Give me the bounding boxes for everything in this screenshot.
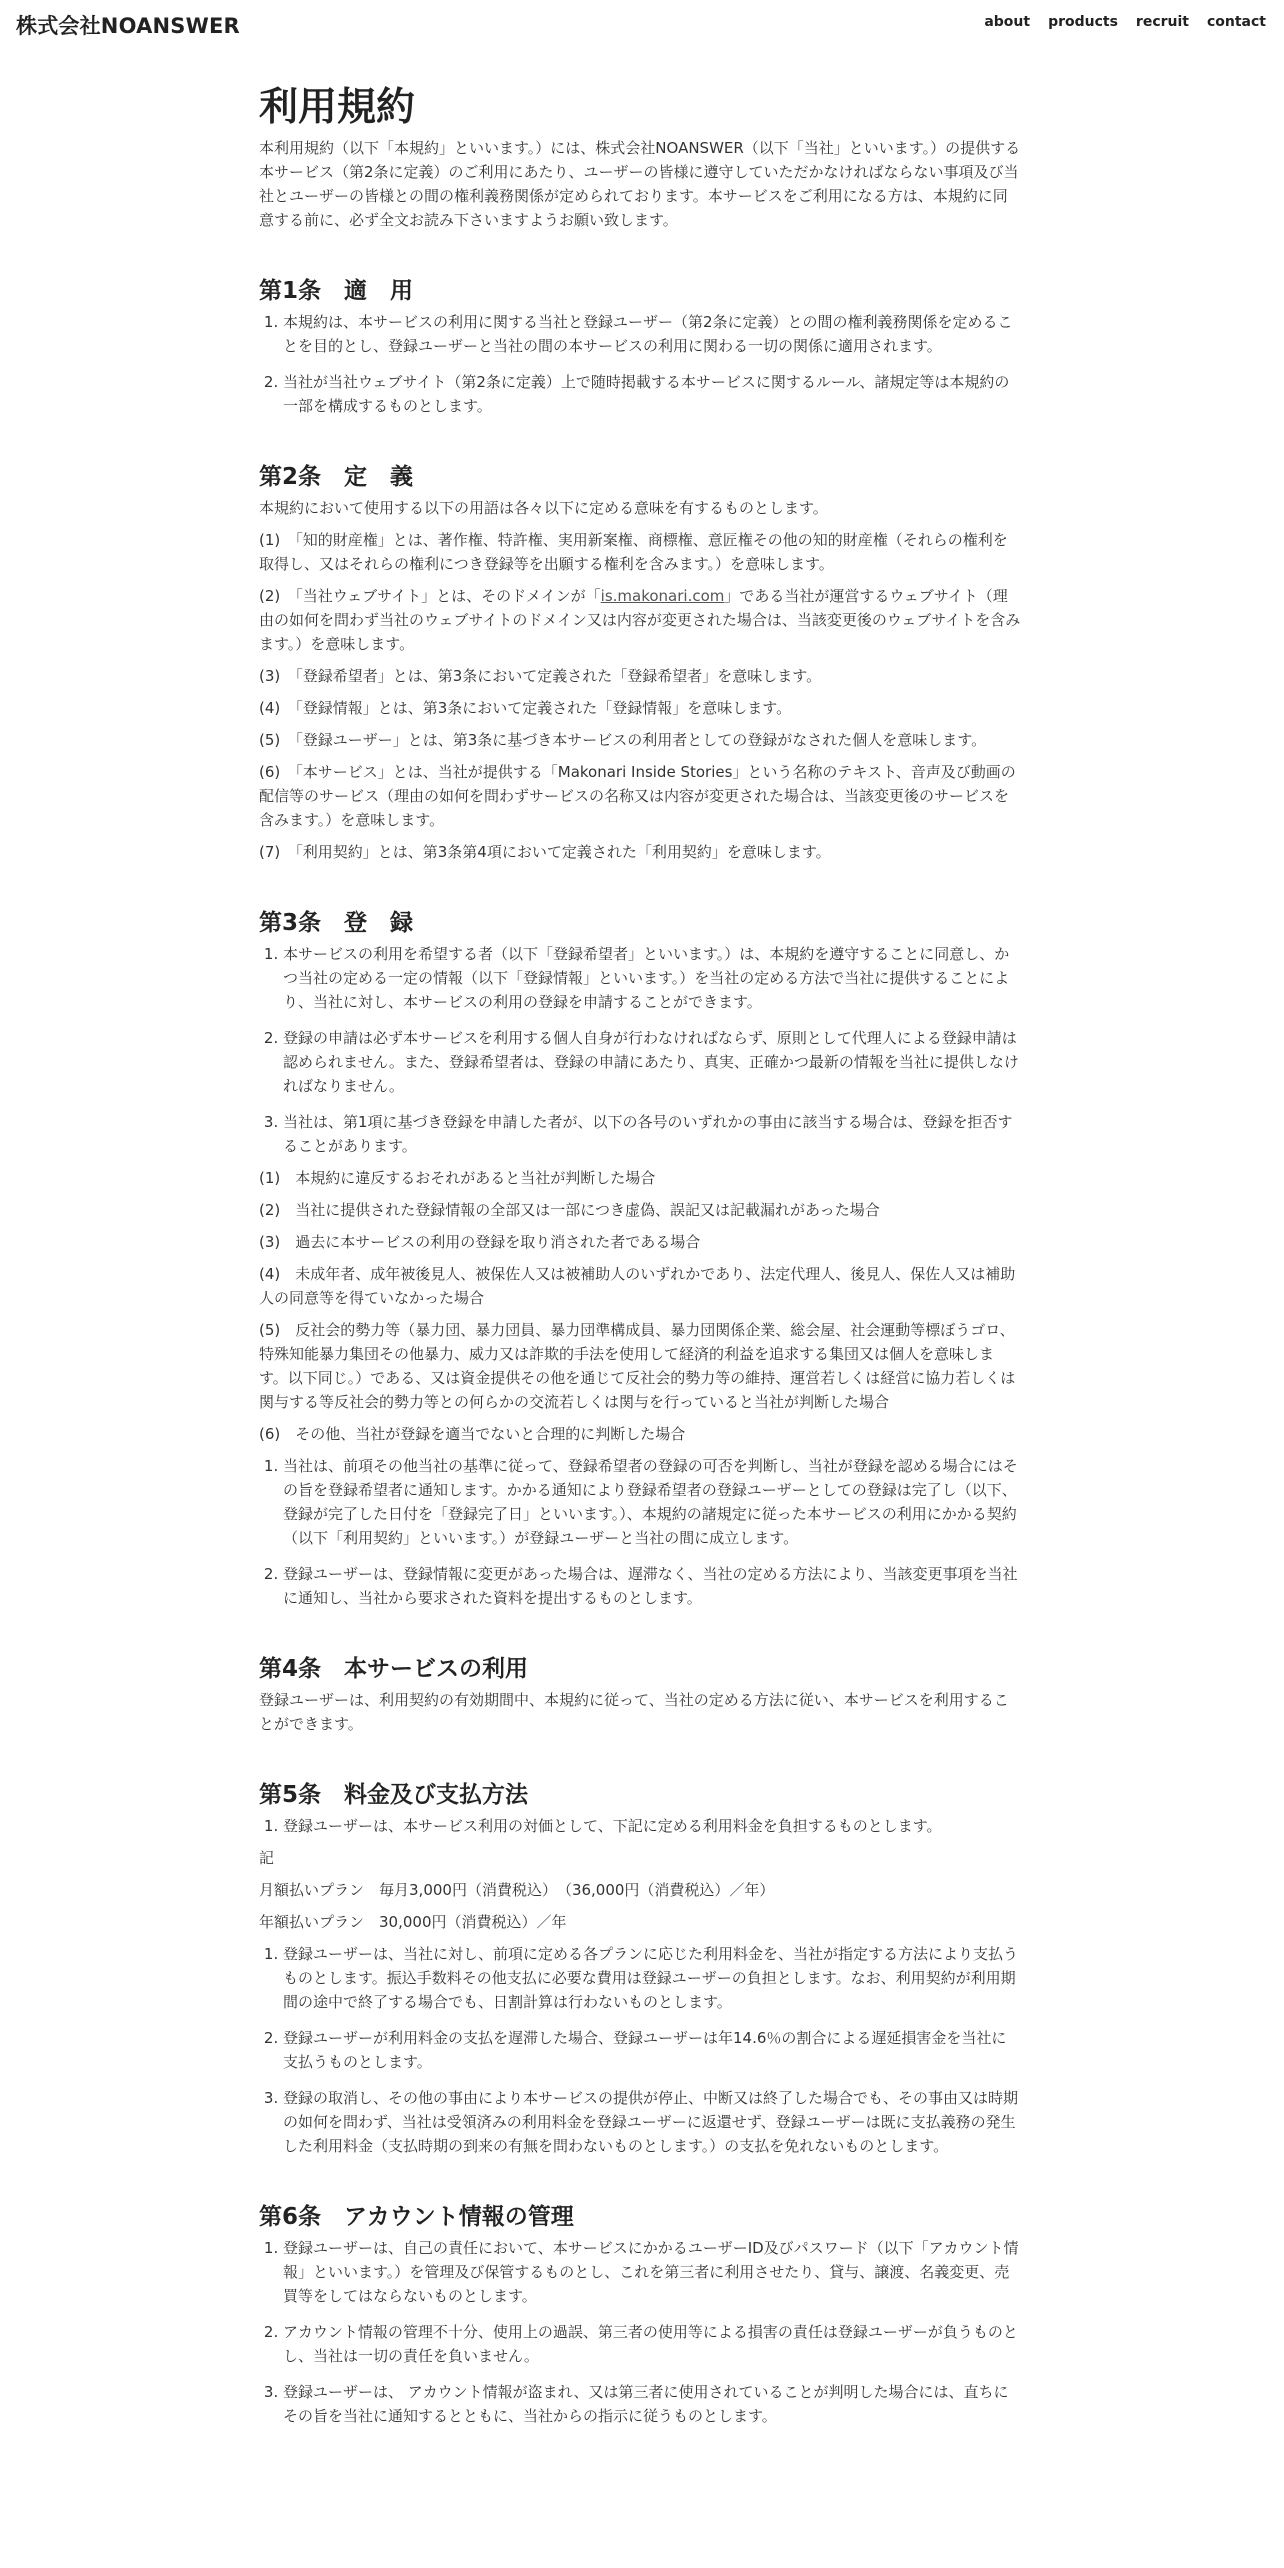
definition-item: (6) 「本サービス」とは、当社が提供する「Makonari Inside Stories」という名称のテキスト、音声及び動画の配信等のサービス（理由の如何を問わずサービスの名称又は内容が変更された場合は、当該変更後のサービスを含みます。）を意味します。	[259, 763, 1016, 829]
list-item: 1. 登録ユーザーは、自己の責任において、本サービスにかかるユーザーID及びパスワード（以下「アカウント情報」といいます。）を管理及び保管するものとし、これを第三者に利用させたり、貸与、譲渡、名義変更、売買等をしてはならないものとします。	[283, 2236, 1021, 2308]
article-1-list	[259, 310, 1021, 418]
reason-item: (5) 反社会的勢力等（暴力団、暴力団員、暴力団準構成員、暴力団関係企業、総会屋、社会運動等標ぼうゴロ、特殊知能暴力集団その他暴力、威力又は詐欺的手法を使用して経済的利益を追求する集団又は個人を意味します。以下同じ。）である、又は資金提供その他を通じて反社会的勢力等の維持、運営若しくは経営に協力若しくは関与する等反社会的勢力等との何らかの交流若しくは関与を行っていると当社が判断した場合	[259, 1321, 1016, 1411]
reason-item: (3) 過去に本サービスの利用の登録を取り消された者である場合	[259, 1233, 701, 1251]
article-5-list	[259, 1814, 1021, 1838]
annual-plan: 年額払いプラン 30,000円（消費税込）／年	[259, 1913, 567, 1931]
intro-paragraph: 本利用規約（以下「本規約」といいます。）には、株式会社NOANSWER（以下「当社」といいます。）の提供する本サービス（第2条に定義）のご利用にあたり、ユーザーの皆様に遵守していただかなければならない事項及び当社とユーザーの皆様との間の権利義務関係が定められております。本サービスをご利用になる方は、本規約に同意する前に、必ず全文お読み下さいますようお願い致します。	[259, 139, 1021, 229]
nav-about[interactable]: about	[984, 14, 1031, 30]
definition-item: (3) 「登録希望者」とは、第3条において定義された「登録希望者」を意味します。	[259, 667, 822, 685]
list-item: 1. 登録ユーザーは、本サービス利用の対価として、下記に定める利用料金を負担するものとします。	[283, 1814, 1021, 1838]
definition-item: (5) 「登録ユーザー」とは、第3条に基づき本サービスの利用者としての登録がなされた個人を意味します。	[259, 731, 987, 749]
article-3-heading: 第3条 登 録	[259, 910, 414, 936]
list-item: 2. 登録の申請は必ず本サービスを利用する個人自身が行わなければならず、原則として代理人による登録申請は認められません。また、登録希望者は、登録の申請にあたり、真実、正確かつ最新の情報を当社に提供しなければなりません。	[283, 1026, 1021, 1098]
list-item: 2. 当社が当社ウェブサイト（第2条に定義）上で随時掲載する本サービスに関するルール、諸規定等は本規約の一部を構成するものとします。	[283, 370, 1021, 418]
article-5-heading: 第5条 料金及び支払方法	[259, 1782, 529, 1808]
refusal-reasons-list	[259, 1166, 1021, 1446]
list-item: 3. 登録ユーザーは、 アカウント情報が盗まれ、又は第三者に使用されていることが判明した場合には、直ちにその旨を当社に通知するとともに、当社からの指示に従うものとします。	[283, 2380, 1021, 2428]
reason-item: (6) その他、当社が登録を適当でないと合理的に判断した場合	[259, 1425, 686, 1443]
definition-text: 」である当社が運営するウェブサイト（理由の如何を問わず当社のウェブサイトのドメイン又は内容が変更された場合は、当該変更後のウェブサイトを含みます。）を意味します。	[259, 587, 1021, 653]
article-6-heading: 第6条 アカウント情報の管理	[259, 2204, 574, 2230]
main-nav	[966, 14, 1266, 30]
definition-item: (7) 「利用契約」とは、第3条第4項において定義された「利用契約」を意味します。	[259, 843, 831, 861]
definition-text: (2) 「当社ウェブサイト」とは、そのドメインが「	[259, 587, 601, 605]
article-2-heading: 第2条 定 義	[259, 464, 414, 490]
site-header	[0, 0, 1284, 46]
article-2-lead: 本規約において使用する以下の用語は各々以下に定める意味を有するものとします。	[259, 499, 828, 517]
list-item: 2. アカウント情報の管理不十分、使用上の過誤、第三者の使用等による損害の責任は登録ユーザーが負うものとし、当社は一切の責任を負いません。	[283, 2320, 1021, 2368]
article-4-text: 登録ユーザーは、利用契約の有効期間中、本規約に従って、当社の定める方法に従い、本サービスを利用することができます。	[259, 1691, 1009, 1733]
nav-recruit[interactable]: recruit	[1135, 14, 1189, 30]
list-item: 1. 登録ユーザーは、当社に対し、前項に定める各プランに応じた利用料金を、当社が指定する方法により支払うものとします。振込手数料その他支払に必要な費用は登録ユーザーの負担とします。なお、利用契約が利用期間の途中で終了する場合でも、日割計算は行わないものとします。	[283, 1942, 1021, 2014]
ki-label: 記	[259, 1849, 275, 1867]
terms-content	[259, 80, 1021, 2440]
list-item: 2. 登録ユーザーが利用料金の支払を遅滞した場合、登録ユーザーは年14.6％の割合による遅延損害金を当社に支払うものとします。	[283, 2026, 1021, 2074]
article-5-list-continued	[259, 1942, 1021, 2158]
monthly-plan: 月額払いプラン 毎月3,000円（消費税込） （36,000円（消費税込）／年）	[259, 1881, 775, 1899]
list-item: 2. 登録ユーザーは、登録情報に変更があった場合は、遅滞なく、当社の定める方法により、当該変更事項を当社に通知し、当社から要求された資料を提出するものとします。	[283, 1562, 1021, 1610]
list-item: 3. 登録の取消し、その他の事由により本サービスの提供が停止、中断又は終了した場合でも、その事由又は時期の如何を問わず、当社は受領済みの利用料金を登録ユーザーに返還せず、登録ユーザーは既に支払義務の発生した利用料金（支払時期の到来の有無を問わないものとします。）の支払を免れないものとします。	[283, 2086, 1021, 2158]
site-logo[interactable]: 株式会社NOANSWER	[16, 14, 240, 38]
list-item: 1. 本サービスの利用を希望する者（以下「登録希望者」といいます。）は、本規約を遵守することに同意し、かつ当社の定める一定の情報（以下「登録情報」といいます。）を当社の定める方法で当社に提供することにより、当社に対し、本サービスの利用の登録を申請することができます。	[283, 942, 1021, 1014]
article-6-list	[259, 2236, 1021, 2428]
definition-item: (1) 「知的財産権」とは、著作権、特許権、実用新案権、商標権、意匠権その他の知的財産権（それらの権利を取得し、又はそれらの権利につき登録等を出願する権利を含みます。）を意味します。	[259, 531, 1008, 573]
list-item: 3. 当社は、第1項に基づき登録を申請した者が、以下の各号のいずれかの事由に該当する場合は、登録を拒否することがあります。	[283, 1110, 1021, 1158]
list-item: 1. 当社は、前項その他当社の基準に従って、登録希望者の登録の可否を判断し、当社が登録を認める場合にはその旨を登録希望者に通知します。かかる通知により登録希望者の登録ユーザーとしての登録は完了し（以下、登録が完了した日付を「登録完了日」といいます。）、本規約の諸規定に従った本サービスの利用にかかる契約（以下「利用契約」といいます。）が登録ユーザーと当社の間に成立します。	[283, 1454, 1021, 1550]
reason-item: (4) 未成年者、成年被後見人、被保佐人又は被補助人のいずれかであり、法定代理人、後見人、保佐人又は補助人の同意等を得ていなかった場合	[259, 1265, 1016, 1307]
page-title: 利用規約	[259, 85, 416, 130]
nav-contact[interactable]: contact	[1206, 14, 1266, 30]
definition-item: (4) 「登録情報」とは、第3条において定義された「登録情報」を意味します。	[259, 699, 792, 717]
definition-list	[259, 528, 1021, 864]
reason-item: (1) 本規約に違反するおそれがあると当社が判断した場合	[259, 1169, 656, 1187]
article-4-heading: 第4条 本サービスの利用	[259, 1656, 529, 1682]
reason-item: (2) 当社に提供された登録情報の全部又は一部につき虚偽、誤記又は記載漏れがあった場合	[259, 1201, 880, 1219]
article-3-list-continued	[259, 1454, 1021, 1610]
definition-item	[259, 584, 1021, 656]
article-1-heading: 第1条 適 用	[259, 278, 414, 304]
nav-products[interactable]: products	[1048, 14, 1118, 30]
list-item: 1. 本規約は、本サービスの利用に関する当社と登録ユーザー（第2条に定義）との間の権利義務関係を定めることを目的とし、登録ユーザーと当社の間の本サービスの利用に関わる一切の関係に適用されます。	[283, 310, 1021, 358]
domain-link[interactable]: is.makonari.com	[600, 587, 725, 605]
article-3-list	[259, 942, 1021, 1158]
